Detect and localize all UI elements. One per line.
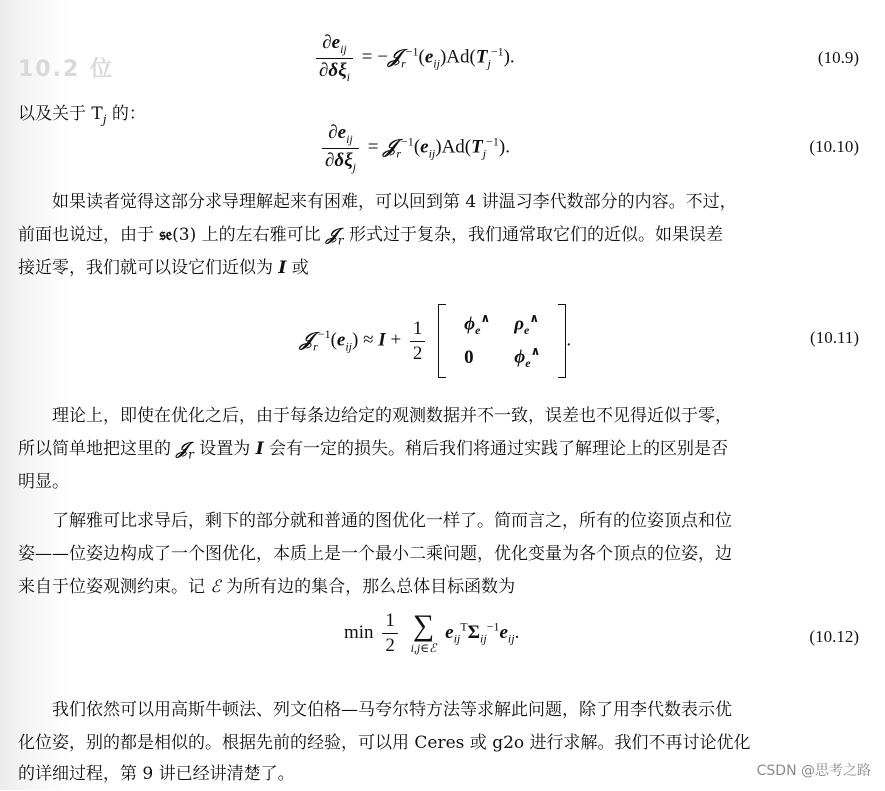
paragraph-2-line-2: 所以简单地把这里的 𝒥$_r$ 设置为 I 会有一定的损失。稍后我们将通过实践了解理论上的区别是否 xyxy=(18,439,729,462)
paragraph-3-line-2: 姿——位姿边构成了一个图优化，本质上是一个最小二乘问题，优化变量为各个顶点的位姿，边 xyxy=(18,544,732,564)
paragraph-4-line-1: 我们依然可以用高斯牛顿法、列文伯格—马夸尔特方法等求解此问题，除了用李代数表示优 xyxy=(52,700,732,720)
equation-10-12: min $\frac{1}{2}$ ∑ i,j∈ℰ $e_{ij}^T\Sigma_{ij}^{-1}e_{ij}$. xyxy=(344,609,520,656)
equation-10-10: $\frac{\partial e_{ij}}{\partial\delta\xi_j}$ = $𝒥_r^{-1}(e_{ij})Ad(T_j^{-1})$. xyxy=(318,122,510,175)
paragraph-2-line-1: 理论上，即使在优化之后，由于每条边给定的观测数据并不一致，误差也不见得近似于零， xyxy=(52,406,732,426)
equation-10-9: $\frac{\partial e_{ij}}{\partial\delta\xi_i}$ = $-𝒥_r^{-1}(e_{ij})Ad(T_j^{-1})$. xyxy=(312,32,515,85)
paragraph-2-line-3: 明显。 xyxy=(18,472,69,492)
equation-10-11: $𝒥_r^{-1}(e_{ij}) \approx I$ + $\frac{1}{2}$ $\phi_e^\wedge$ $\rho_e^\wedge$ 0 $\phi_e^\wedge$ . xyxy=(300,304,571,378)
paragraph-1-line-1: 如果读者觉得这部分求导理解起来有困难，可以回到第 4 讲温习李代数部分的内容。不过， xyxy=(52,192,737,212)
csdn-watermark: CSDN @思考之路 xyxy=(756,763,871,779)
bleed-through-heading: 10.2 位 xyxy=(18,57,114,82)
paragraph-1-line-2: 前面也说过，由于 𝔰𝔢(3) 上的左右雅可比 𝒥$_r$ 形式过于复杂，我们通常取它们的近似。如果误差 xyxy=(18,225,723,248)
paragraph-3-line-3: 来自于位姿观测约束。记 ℰ 为所有边的集合，那么总体目标函数为 xyxy=(18,577,516,597)
paragraph-4-line-3: 的详细过程，第 9 讲已经讲清楚了。 xyxy=(18,764,295,784)
paragraph-1-line-3: 接近零，我们就可以设它们近似为 I 或 xyxy=(18,258,309,278)
equation-number-10-10: (10.10) xyxy=(809,137,859,156)
paragraph-intro: 以及关于 $T_j$ 的： xyxy=(18,104,146,127)
equation-number-10-11: (10.11) xyxy=(810,328,859,347)
paragraph-3-line-1: 了解雅可比求导后，剩下的部分就和普通的图优化一样了。简而言之，所有的位姿顶点和位 xyxy=(52,511,732,531)
paragraph-4-line-2: 化位姿，别的都是相似的。根据先前的经验，可以用 Ceres 或 g2o 进行求解。我们不再讨论优化 xyxy=(18,733,751,753)
equation-number-10-9: (10.9) xyxy=(817,48,859,67)
equation-number-10-12: (10.12) xyxy=(809,627,859,646)
